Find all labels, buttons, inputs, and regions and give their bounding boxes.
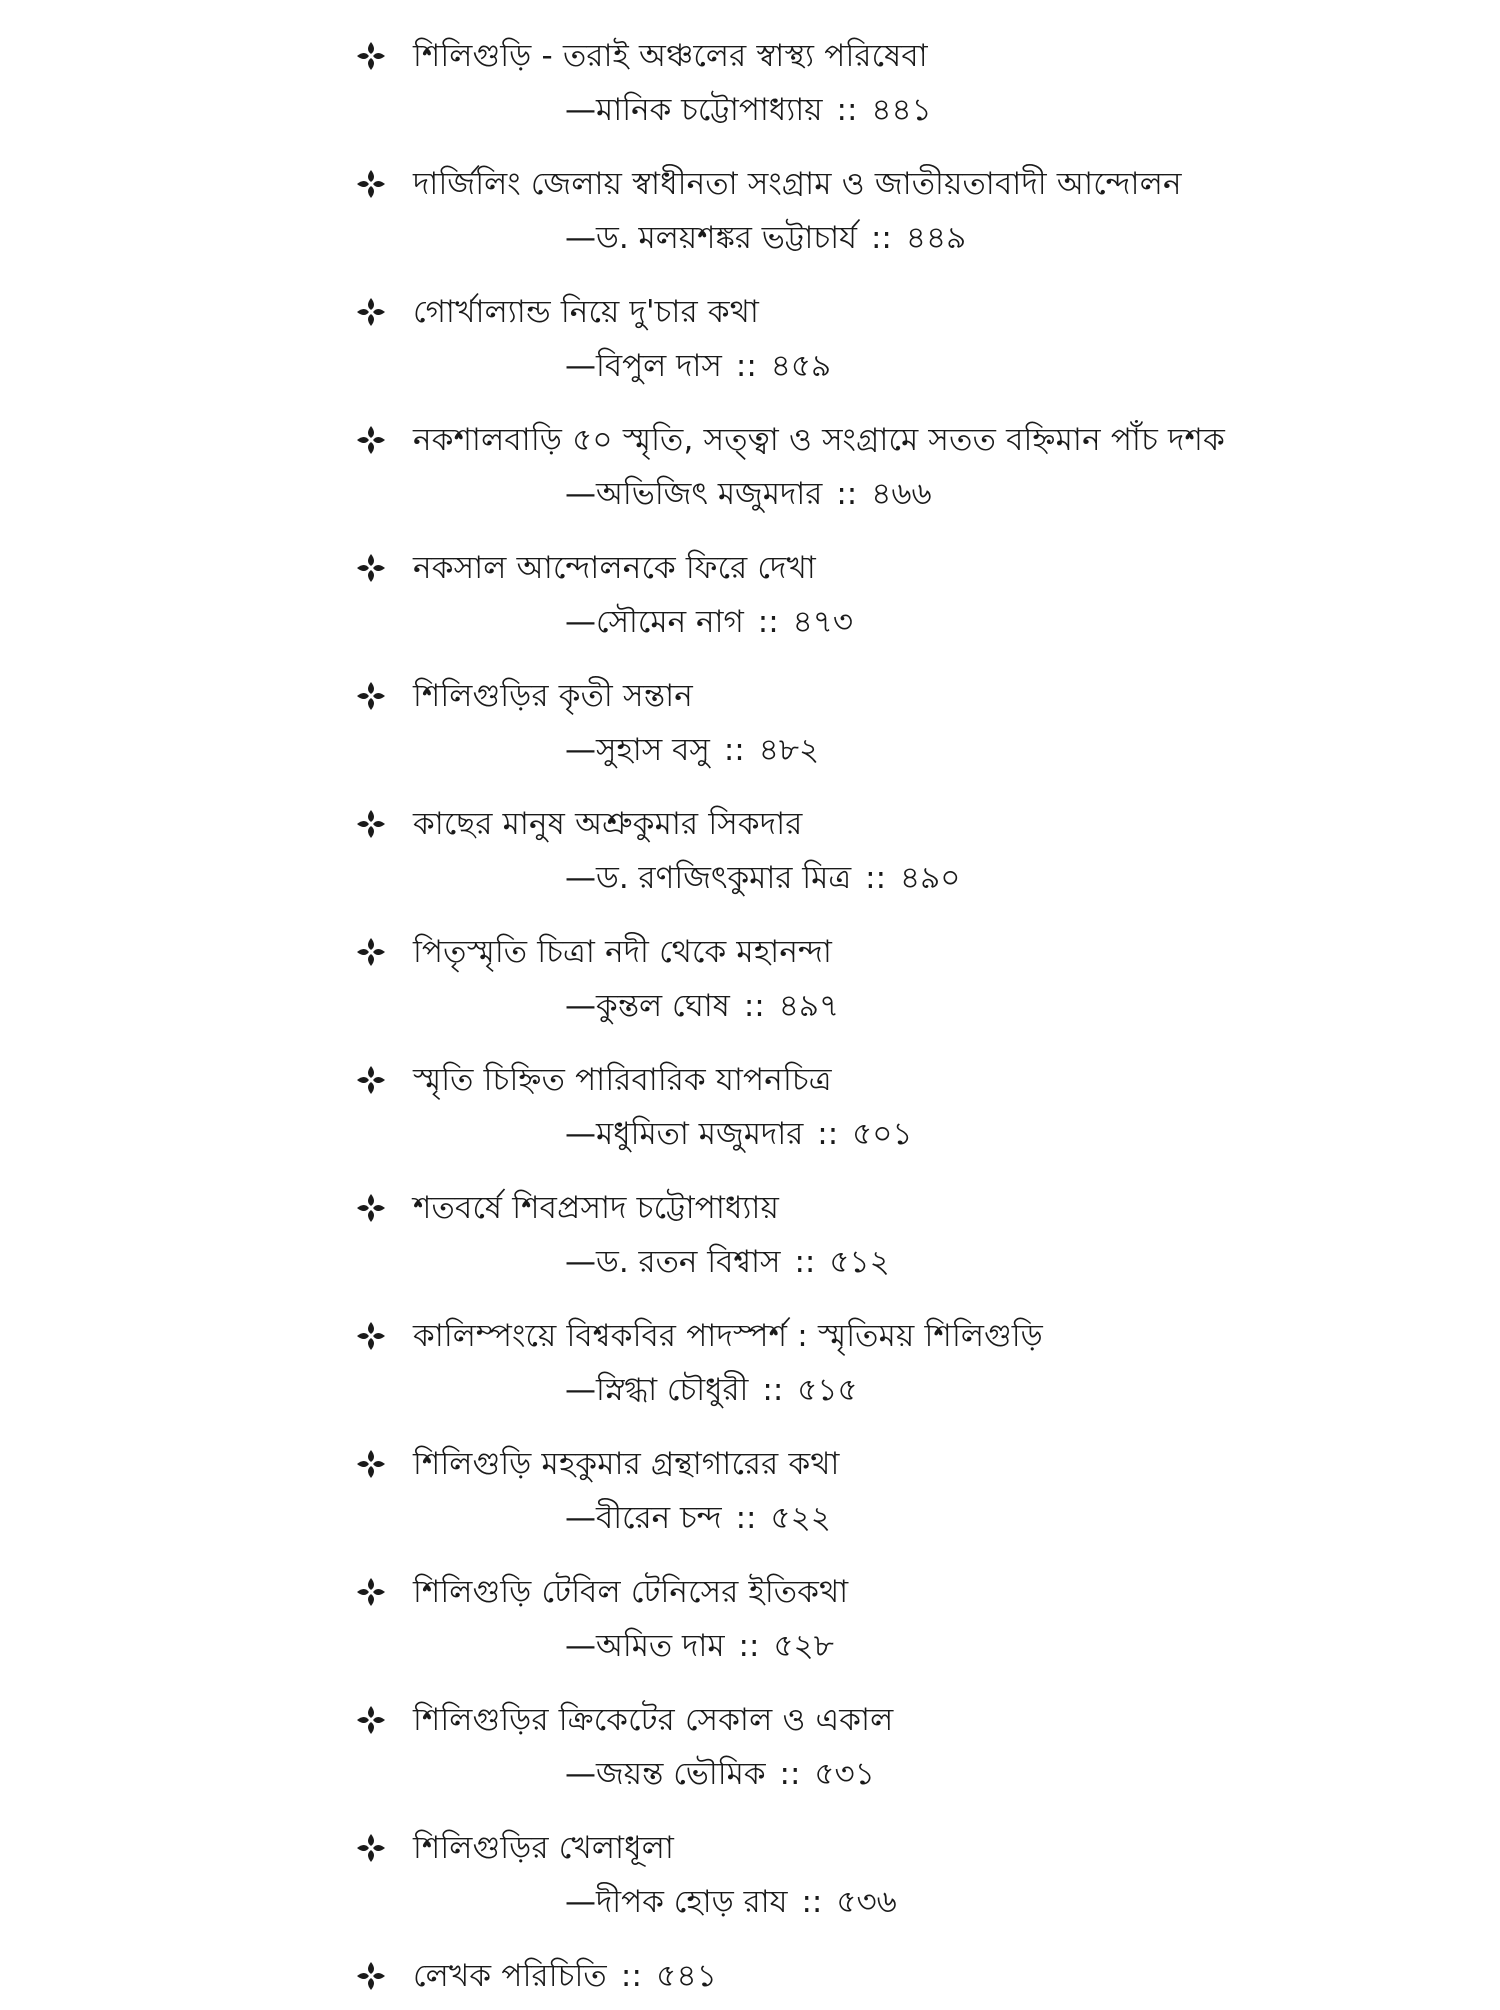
four-petal-cross-icon	[355, 1448, 387, 1480]
toc-entry[interactable]	[355, 158, 1355, 286]
toc-entry-author: —বীরেন চন্দ	[565, 1500, 722, 1536]
toc-entry-title: নকসাল আন্দোলনকে ফিরে দেখা	[413, 550, 816, 586]
toc-entry-page-number: ৫১৫	[797, 1372, 858, 1408]
toc-entry-page-number: ৪৪১	[871, 92, 932, 128]
toc-entry-title: শতবর্ষে শিবপ্রসাদ চট্টোপাধ্যায়	[413, 1190, 780, 1226]
toc-entry-title: দার্জিলিং জেলায় স্বাধীনতা সংগ্রাম ও জাতীয়তাবাদী আন্দোলন	[413, 166, 1182, 202]
toc-entry-author: —মধুমিতা মজুমদার	[565, 1116, 804, 1152]
toc-entry-page-number: ৪৬৬	[871, 476, 932, 512]
toc-entry-author: —ড. রণজিৎকুমার মিত্র	[565, 860, 852, 896]
four-petal-cross-icon	[355, 1320, 387, 1352]
toc-separator: ::	[743, 988, 765, 1024]
toc-separator: ::	[735, 348, 757, 384]
toc-entry-author: —কুন্তল ঘোষ	[565, 988, 730, 1024]
toc-separator: ::	[779, 1756, 801, 1792]
toc-entry-page-number: ৫১২	[829, 1244, 890, 1280]
toc-entry-author: —স্নিগ্ধা চৌধুরী	[565, 1372, 749, 1408]
toc-entry-byline	[565, 1368, 858, 1412]
toc-entry-title-line	[413, 1954, 717, 1998]
toc-entry-byline	[565, 472, 932, 516]
four-petal-cross-icon	[355, 40, 387, 72]
toc-entry-byline	[565, 1880, 897, 1924]
toc-entry[interactable]	[355, 1054, 1355, 1182]
toc-entry-byline	[565, 856, 960, 900]
four-petal-cross-icon	[355, 552, 387, 584]
four-petal-cross-icon	[355, 936, 387, 968]
toc-entry-byline	[565, 1624, 834, 1668]
toc-entry-title: শিলিগুড়ি মহকুমার গ্রন্থাগারের কথা	[413, 1446, 840, 1482]
four-petal-cross-icon	[355, 680, 387, 712]
toc-entry-author: —জয়ন্ত ভৌমিক	[565, 1756, 766, 1792]
toc-separator: ::	[817, 1116, 839, 1152]
toc-entry[interactable]	[355, 798, 1355, 926]
toc-entry-title: শিলিগুড়ি - তরাই অঞ্চলের স্বাস্থ্য পরিষেবা	[413, 38, 928, 74]
toc-entry-title: শিলিগুড়ির খেলাধূলা	[413, 1830, 675, 1866]
toc-entry-author: —সুহাস বসু	[565, 732, 710, 768]
toc-entry[interactable]	[355, 1438, 1355, 1566]
four-petal-cross-icon	[355, 1576, 387, 1608]
toc-entry-author: —দীপক হোড় রায	[565, 1884, 788, 1920]
toc-entry-title: শিলিগুড়ির কৃতী সন্তান	[413, 678, 693, 714]
toc-entry-title: পিতৃস্মৃতি চিত্রা নদী থেকে মহানন্দা	[413, 934, 833, 970]
four-petal-cross-icon	[355, 1832, 387, 1864]
toc-separator: ::	[836, 476, 858, 512]
toc-entry-page-number: ৫৩৬	[836, 1884, 897, 1920]
toc-entry-byline	[565, 984, 839, 1028]
toc-entry-title: শিলিগুড়ি টেবিল টেনিসের ইতিকথা	[413, 1574, 849, 1610]
toc-entry-title: শিলিগুড়ির ক্রিকেটের সেকাল ও একাল	[413, 1702, 894, 1738]
toc-entry[interactable]	[355, 1182, 1355, 1310]
toc-separator: ::	[865, 860, 887, 896]
toc-entry-title: গোর্খাল্যান্ড নিয়ে দু'চার কথা	[413, 294, 760, 330]
toc-entry[interactable]	[355, 286, 1355, 414]
toc-entry-page-number: ৪৯০	[900, 860, 961, 896]
toc-entry-byline	[565, 728, 819, 772]
toc-entry[interactable]	[355, 1694, 1355, 1822]
four-petal-cross-icon	[355, 424, 387, 456]
toc-separator: ::	[762, 1372, 784, 1408]
toc-separator: ::	[738, 1628, 760, 1664]
toc-entry-byline	[565, 1496, 831, 1540]
toc-entry[interactable]	[355, 542, 1355, 670]
toc-entry[interactable]	[355, 926, 1355, 1054]
toc-separator: ::	[870, 220, 892, 256]
toc-entry-byline	[565, 88, 932, 132]
toc-entry-author-index[interactable]	[355, 1950, 1355, 2010]
toc-entry-byline	[565, 1752, 875, 1796]
toc-entry-byline	[565, 344, 831, 388]
toc-entry[interactable]	[355, 670, 1355, 798]
toc-separator: ::	[836, 92, 858, 128]
toc-entry-page-number: ৫০১	[852, 1116, 913, 1152]
table-of-contents	[355, 30, 1355, 2010]
toc-entry-title: লেখক পরিচিতি	[413, 1958, 607, 1994]
four-petal-cross-icon	[355, 1192, 387, 1224]
toc-entry-author: —বিপুল দাস	[565, 348, 722, 384]
toc-entry[interactable]	[355, 30, 1355, 158]
toc-entry-author: —অমিত দাম	[565, 1628, 725, 1664]
toc-entry-byline	[565, 1112, 913, 1156]
four-petal-cross-icon	[355, 808, 387, 840]
four-petal-cross-icon	[355, 296, 387, 328]
toc-entry-author: —অভিজিৎ মজুমদার	[565, 476, 823, 512]
toc-entry-byline	[565, 1240, 890, 1284]
toc-entry[interactable]	[355, 414, 1355, 542]
toc-entry[interactable]	[355, 1822, 1355, 1950]
toc-separator: ::	[794, 1244, 816, 1280]
toc-entry-page-number: ৪৪৯	[905, 220, 967, 256]
toc-entry[interactable]	[355, 1566, 1355, 1694]
toc-entry-author: —ড. মলয়শঙ্কর ভট্টাচার্য	[565, 220, 857, 256]
toc-entry-byline	[565, 600, 853, 644]
toc-entry-author: —মানিক চট্টোপাধ্যায়	[565, 92, 823, 128]
toc-entry-page-number: ৫২২	[770, 1500, 831, 1536]
toc-entry-page-number: ৫৪১	[656, 1958, 718, 1994]
toc-entry-title: কাছের মানুষ অশ্রুকুমার সিকদার	[413, 806, 803, 842]
toc-entry-title: নকশালবাড়ি ৫০ স্মৃতি, সত্ত্বা ও সংগ্রামে সতত বহ্নিমান পাঁচ দশক	[413, 422, 1225, 458]
toc-entry[interactable]	[355, 1310, 1355, 1438]
toc-separator: ::	[757, 604, 779, 640]
toc-separator: ::	[735, 1500, 757, 1536]
four-petal-cross-icon	[355, 168, 387, 200]
four-petal-cross-icon	[355, 1064, 387, 1096]
toc-separator: ::	[723, 732, 745, 768]
toc-entry-author: —সৌমেন নাগ	[565, 604, 744, 640]
four-petal-cross-icon	[355, 1704, 387, 1736]
toc-entry-title: স্মৃতি চিহ্নিত পারিবারিক যাপনচিত্র	[413, 1062, 832, 1098]
toc-entry-page-number: ৪৮২	[758, 732, 820, 768]
toc-entry-author: —ড. রতন বিশ্বাস	[565, 1244, 781, 1280]
toc-entry-page-number: ৪৯৭	[778, 988, 840, 1024]
four-petal-cross-icon	[355, 1960, 387, 1992]
toc-separator: ::	[620, 1958, 643, 1994]
toc-separator: ::	[801, 1884, 823, 1920]
toc-entry-page-number: ৪৭৩	[792, 604, 854, 640]
toc-entry-page-number: ৫৩১	[814, 1756, 875, 1792]
toc-entry-title: কালিম্পংয়ে বিশ্বকবির পাদস্পর্শ : স্মৃতিময় শিলিগুড়ি	[413, 1318, 1044, 1354]
toc-entry-byline	[565, 216, 966, 260]
toc-entry-page-number: ৪৫৯	[770, 348, 832, 384]
toc-entry-page-number: ৫২৮	[773, 1628, 834, 1664]
